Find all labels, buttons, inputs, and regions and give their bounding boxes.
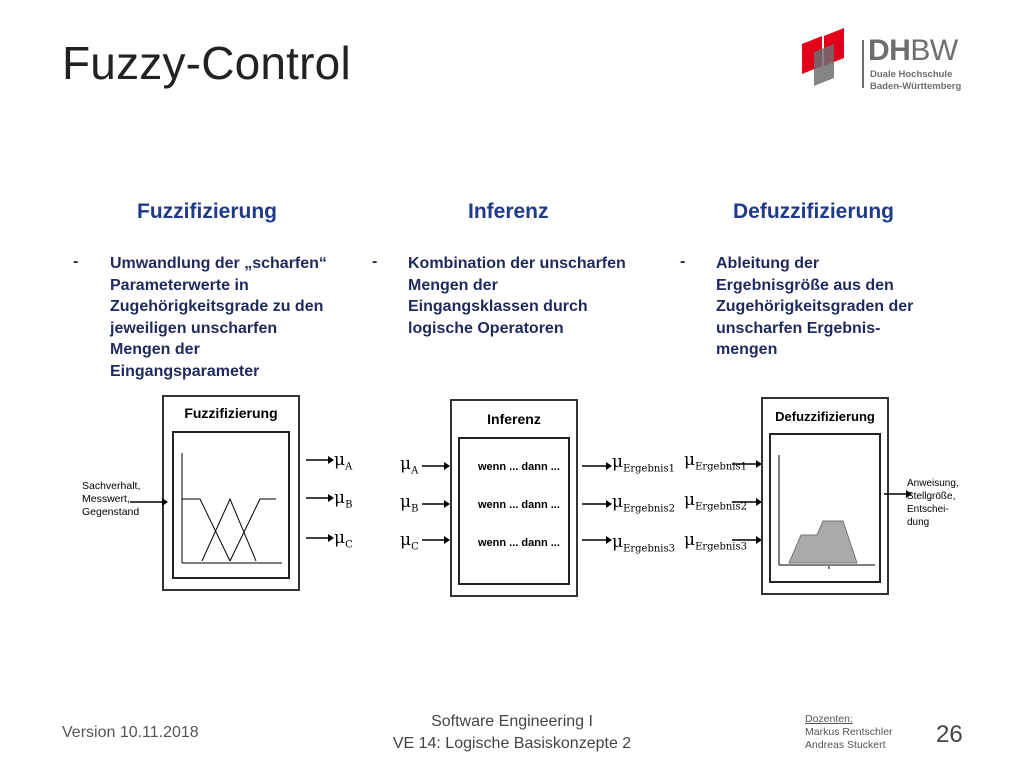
bullet-text-defuzzifizierung: Ableitung der Ergebnisgröße aus den Zugehörigkeitsgraden der unscharfen Ergebnis- mengen bbox=[716, 255, 914, 358]
inf-rule-2: wenn ... dann ... bbox=[478, 499, 560, 511]
inf-mu-ergebnis2: $\mu_{Ergebnis2}$ bbox=[612, 492, 675, 515]
slide-title: Fuzzy-Control bbox=[62, 37, 351, 89]
bullet-dash-2: - bbox=[372, 253, 378, 270]
defuzz-input-arrows-icon bbox=[730, 456, 762, 548]
page-number: 26 bbox=[936, 721, 963, 748]
inf-box bbox=[450, 399, 578, 597]
footer-course: Software Engineering I bbox=[431, 713, 593, 730]
defuzz-mu-ergebnis3: $\mu_{Ergebnis3}$ bbox=[684, 530, 747, 553]
fuzz-box bbox=[162, 395, 300, 591]
inf-mu-b: $\mu_B$ bbox=[400, 492, 419, 515]
logo-subtitle-1: Duale Hochschule bbox=[870, 69, 953, 80]
footer-version: Version 10.11.2018 bbox=[62, 724, 199, 741]
inf-mu-c: $\mu_C$ bbox=[400, 530, 419, 553]
logo-text: DHBW bbox=[868, 34, 958, 67]
membership-b bbox=[202, 499, 256, 561]
inf-rule-3: wenn ... dann ... bbox=[478, 537, 560, 549]
defuzz-mu-ergebnis2: $\mu_{Ergebnis2}$ bbox=[684, 490, 747, 513]
heading-defuzzifizierung: Defuzzifizierung bbox=[733, 200, 894, 223]
bullet-dash-3: - bbox=[680, 253, 686, 270]
fuzz-inner-box bbox=[172, 431, 290, 579]
footer-lecturer-2: Andreas Stuckert bbox=[805, 739, 886, 751]
fuzz-mu-b: $\mu_B$ bbox=[334, 488, 353, 511]
fuzz-input-arrow-icon bbox=[128, 480, 168, 510]
fuzz-mu-a: $\mu_A$ bbox=[334, 450, 353, 473]
defuzz-mu-ergebnis1: $\mu_{Ergebnis1}$ bbox=[684, 450, 747, 473]
heading-fuzzifizierung: Fuzzifizierung bbox=[137, 200, 277, 223]
logo-subtitle-2: Baden-Württemberg bbox=[870, 81, 962, 92]
logo-divider bbox=[862, 40, 864, 88]
inf-output-arrows-icon bbox=[580, 458, 612, 548]
defuzz-inner-box bbox=[769, 433, 881, 583]
inf-input-arrows-icon bbox=[420, 458, 450, 548]
inf-mu-ergebnis3: $\mu_{Ergebnis3}$ bbox=[612, 532, 675, 555]
fuzz-mu-c: $\mu_C$ bbox=[334, 528, 353, 551]
fuzz-output-arrows-icon bbox=[304, 452, 334, 552]
heading-inferenz: Inferenz bbox=[468, 200, 549, 223]
fuzz-input-label: Sachverhalt, Messwert, Gegenstand bbox=[82, 480, 141, 518]
inf-mu-a: $\mu_A$ bbox=[400, 454, 419, 477]
inf-box-title: Inferenz bbox=[487, 411, 541, 427]
inf-rule-1: wenn ... dann ... bbox=[478, 461, 560, 473]
inf-mu-ergebnis1: $\mu_{Ergebnis1}$ bbox=[612, 452, 675, 475]
bullet-text-fuzzifizierung: Umwandlung der „scharfen“ Parameterwerte in Zugehörigkeitsgrade zu den jeweiligen unscharfen Mengen der Eingangsparameter bbox=[110, 255, 327, 380]
fuzz-membership-chart bbox=[174, 433, 288, 577]
inf-inner-box bbox=[458, 437, 570, 585]
defuzz-result-chart bbox=[771, 435, 879, 581]
bullet-text-inferenz: Kombination der unscharfen Mengen der Eingangsklassen durch logische Operatoren bbox=[408, 255, 626, 337]
defuzz-box-title: Defuzzifizierung bbox=[775, 409, 875, 424]
fuzz-box-title: Fuzzifizierung bbox=[184, 405, 278, 421]
footer-lecturer-1: Markus Rentschler bbox=[805, 726, 893, 738]
defuzz-result-area bbox=[789, 521, 857, 563]
defuzz-box bbox=[761, 397, 889, 595]
footer-lecturers-label: Dozenten: bbox=[805, 713, 853, 725]
defuzz-output-label: Anweisung, Stellgröße, Entschei- dung bbox=[907, 478, 959, 528]
membership-c bbox=[230, 499, 276, 561]
bullet-dash-1: - bbox=[73, 253, 79, 270]
footer-lecture: VE 14: Logische Basiskonzepte 2 bbox=[392, 735, 632, 752]
